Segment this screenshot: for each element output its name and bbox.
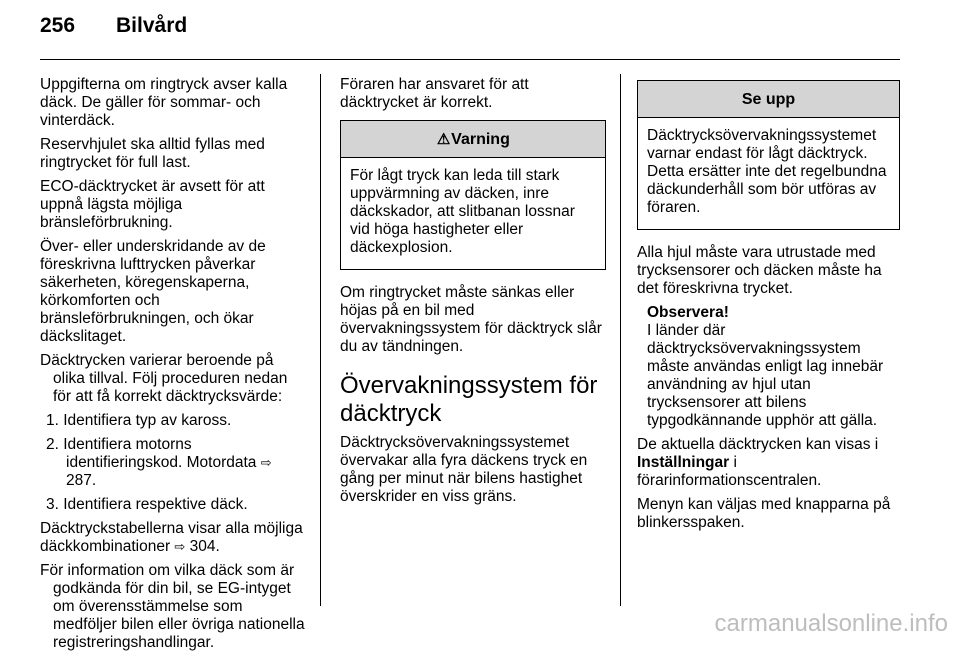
note-box: [637, 304, 900, 430]
paragraph: Menyn kan väljas med knapparna på blinkersspaken.: [637, 496, 891, 531]
chapter-title: Bilvård: [116, 14, 188, 37]
caution-body: Däcktrycksövervakningssystemet varnar endast för lågt däcktryck. Detta ersätter inte det regelbundna däckunderhåll som bör utföras av föraren.: [647, 127, 887, 216]
page-ref-arrow-icon[interactable]: ⇨: [174, 539, 186, 554]
warning-title: ⚠Varning: [341, 121, 605, 158]
paragraph: Över- eller underskridande av de föreskrivna lufttrycken påverkar säkerheten, köregenskaperna, körkomforten och bränsleförbrukningen, och ökar däckslitaget.: [40, 238, 266, 345]
column-2: [340, 76, 606, 512]
paragraph: Reservhjulet ska alltid fyllas med ringtrycket för full last.: [40, 136, 265, 171]
page-ref-link[interactable]: 304.: [189, 538, 220, 555]
page-header: [40, 14, 187, 38]
page-ref-link[interactable]: 287.: [66, 472, 97, 489]
paragraph: Däcktrycksövervakningssystemet övervakar alla fyra däckens tryck en gång per minut när bilens hastighet överskrider en viss gräns.: [340, 434, 588, 505]
column-1: [40, 76, 306, 658]
caution-box: [637, 80, 900, 230]
note-title: Observera!: [647, 304, 729, 321]
page-number: 256: [40, 14, 76, 37]
caution-title: Se upp: [638, 81, 899, 118]
list-item: 2. Identifiera motorns identifieringskod. Motordata ⇨ 287.: [46, 436, 272, 489]
page-ref-arrow-icon[interactable]: ⇨: [260, 455, 272, 470]
paragraph: Om ringtrycket måste sänkas eller höjas på en bil med övervakningssystem för däcktryck slår du av tändningen.: [340, 284, 602, 355]
paragraph: Alla hjul måste vara utrustade med trycksensorer och däcken måste ha det föreskrivna trycket.: [637, 244, 882, 297]
paragraph: Uppgifterna om ringtryck avser kalla däck. De gäller för sommar- och vinterdäck.: [40, 76, 288, 129]
paragraph: För information om vilka däck som är godkända för din bil, se EG-intyget om överensstämmelse som medföljer bilen eller övriga nationella registreringshandlingar.: [40, 562, 305, 651]
paragraph: De aktuella däcktrycken kan visas i Inställningar i förarinformationscentralen.: [637, 436, 879, 489]
warning-triangle-icon: ⚠: [436, 131, 451, 148]
warning-body: För lågt tryck kan leda till stark uppvärmning av däcken, inre däckskador, att slitbanan lossnar vid höga hastigheter eller däckexplosion.: [350, 167, 575, 256]
header-rule: [40, 59, 900, 60]
section-heading: Övervakningssystem för däcktryck: [340, 372, 598, 427]
column-separator-2: [620, 74, 621, 606]
paragraph: Däcktryckstabellerna visar alla möjliga däckkombinationer ⇨ 304.: [40, 520, 303, 555]
column-3: [637, 76, 900, 538]
paragraph: Däcktrycken varierar beroende på olika tillval. Följ proceduren nedan för att få korrekt däcktrycksvärde:: [40, 352, 288, 405]
warning-box: [340, 120, 606, 270]
menu-term: Inställningar: [637, 454, 730, 471]
paragraph: Föraren har ansvaret för att däcktrycket är korrekt.: [340, 76, 529, 111]
note-body: I länder där däcktrycksövervakningssystem måste användas enligt lag innebär användning av hjul utan trycksensorer att bilens typgodkännande upphör att gälla.: [647, 322, 884, 429]
list-item: 3. Identifiera respektive däck.: [46, 496, 248, 513]
paragraph: ECO-däcktrycket är avsett för att uppnå lägsta möjliga bränsleförbrukning.: [40, 178, 265, 231]
list-item: 1. Identifiera typ av kaross.: [46, 412, 232, 429]
watermark: carmanualsonline.info: [714, 610, 948, 637]
column-separator-1: [320, 74, 321, 606]
